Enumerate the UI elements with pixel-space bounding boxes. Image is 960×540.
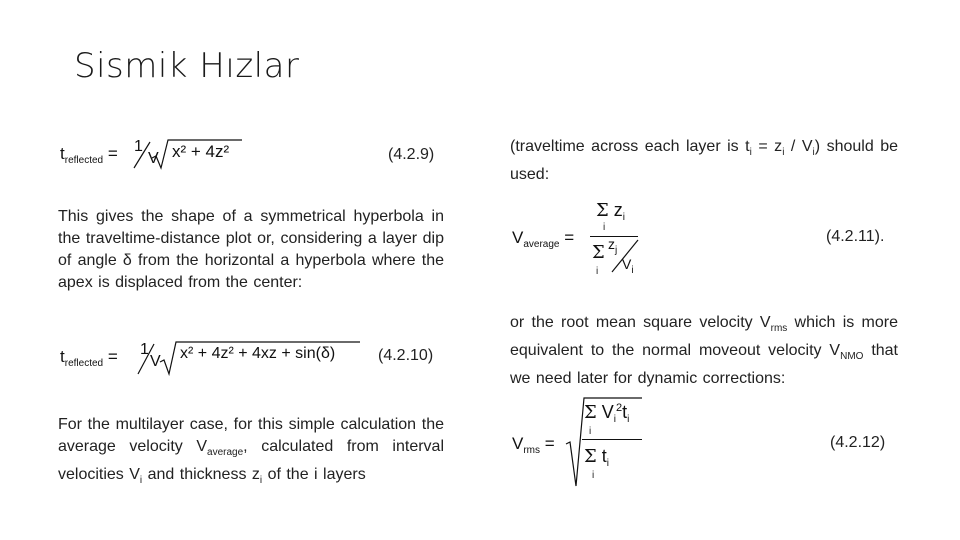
paragraph: This gives the shape of a symmetrical hyperbola in the traveltime-distance plot or, considering a layer dip of angle δ from the horizontal a hyperbola where the apex is displaced from the center: xyxy=(58,208,444,291)
eq-equals: = xyxy=(564,228,575,247)
eq-prefix-den: V xyxy=(150,353,161,370)
sigma-symbol: Σ xyxy=(592,242,605,263)
equation-number: (4.2.12) xyxy=(830,434,886,451)
eq-lhs-sub: reflected xyxy=(64,155,104,166)
eq-term: z xyxy=(608,236,615,252)
eq-lhs-sub: rms xyxy=(523,445,541,456)
equation-number: (4.2.11). xyxy=(826,228,885,245)
slide-title: Sismik Hızlar xyxy=(74,46,300,86)
sum-index: i xyxy=(589,426,592,437)
eq-radicand: x² + 4z² + 4xz + sin(δ) xyxy=(180,345,336,362)
eq-lhs-sub: average xyxy=(523,239,560,250)
equation-number: (4.2.10) xyxy=(378,347,434,364)
eq-term: V xyxy=(601,402,614,422)
equation-number: (4.2.9) xyxy=(388,146,435,163)
sigma-symbol: Σ xyxy=(584,446,597,467)
sigma-symbol: Σ xyxy=(596,200,609,221)
fraction-bar xyxy=(582,439,642,440)
eq-lhs: V xyxy=(512,434,524,453)
eq-term: t xyxy=(601,446,607,466)
eq-prefix-num: 1 xyxy=(140,341,149,358)
sum-index: i xyxy=(603,222,606,233)
eq-prefix-den: V xyxy=(148,150,159,167)
eq-equals: = xyxy=(107,347,118,366)
eq-equals: = xyxy=(107,144,118,163)
paragraph: (traveltime across each layer is $t_i = z_i / V_i$) should be used: xyxy=(510,138,898,183)
paragraph: or the root mean square velocity $V_{rms}$ which is more equivalent to the normal moveout velocity $V_{NMO}$ that we need later for dynamic corrections: xyxy=(510,314,899,387)
eq-radicand: x² + 4z² xyxy=(172,142,230,161)
sum-index: i xyxy=(596,266,599,277)
eq-term: z xyxy=(613,200,623,220)
eq-lhs: t xyxy=(60,347,65,366)
eq-prefix-num: 1 xyxy=(134,138,143,155)
eq-lhs-sub: reflected xyxy=(64,358,104,369)
eq-lhs: t xyxy=(60,144,65,163)
sum-index: i xyxy=(592,470,595,481)
eq-term: V xyxy=(622,256,632,272)
eq-lhs: V xyxy=(512,228,524,247)
sigma-symbol: Σ xyxy=(584,402,597,423)
eq-equals: = xyxy=(544,434,555,453)
paragraph: For the multilayer case, for this simple calculation the average velocity $V_{average}$, calculated from interval velocities $V_i$ and thickness $z_i$ of the i layers xyxy=(58,416,445,486)
